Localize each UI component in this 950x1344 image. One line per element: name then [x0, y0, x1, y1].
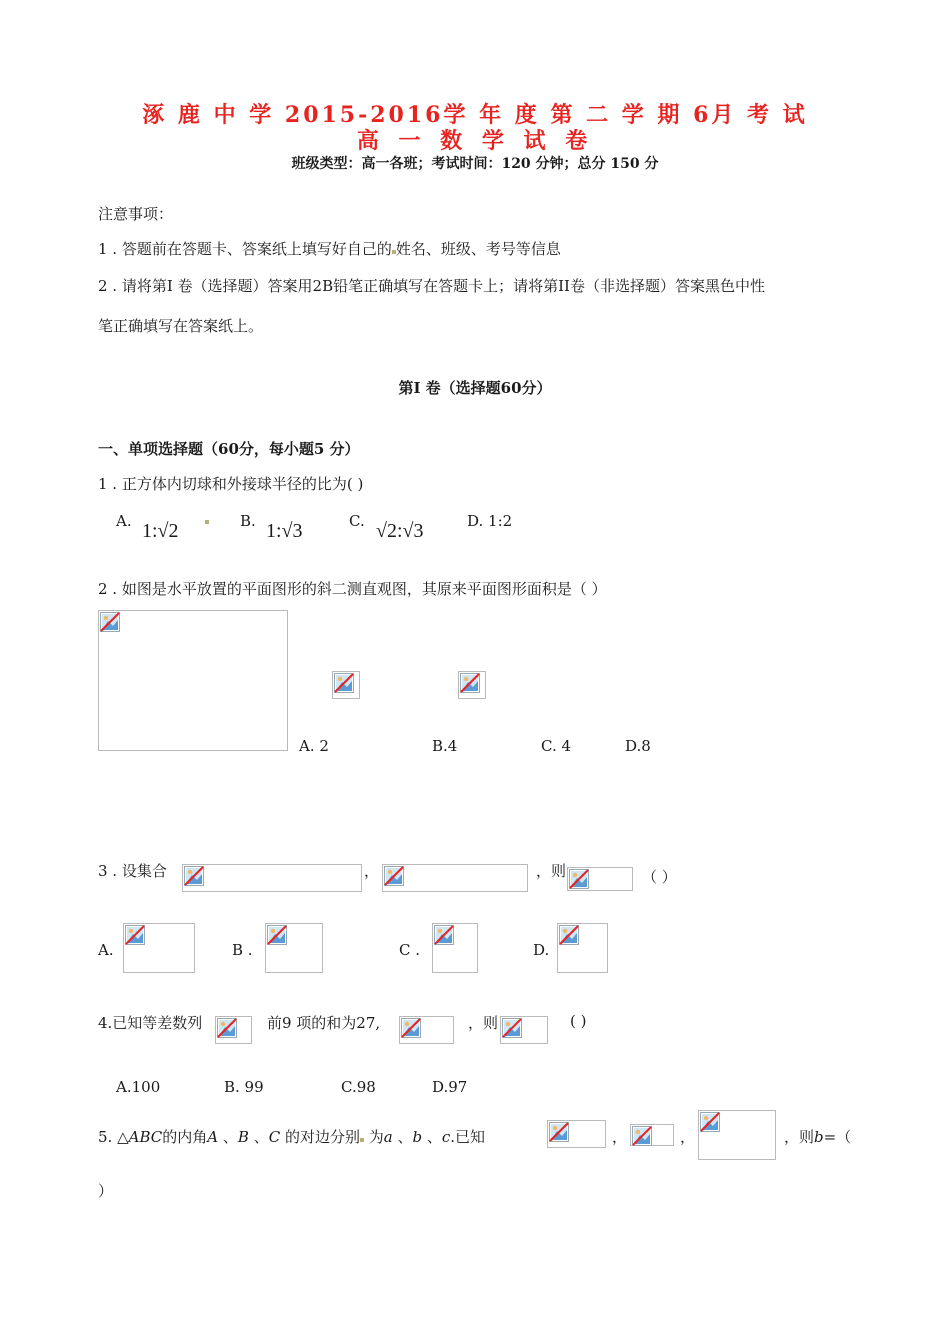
q1-stem: 1 . 正方体内切球和外接球半径的比为( ) — [98, 475, 364, 493]
q2-inline-image — [332, 671, 360, 699]
broken-image-icon — [184, 866, 204, 886]
q5-sep: 、 — [422, 1128, 442, 1146]
q3-answer-paren: （ ） — [642, 868, 677, 886]
q5-side-b: b — [814, 1128, 824, 1146]
notes-item-1-text: 1 . 答题前在答题卡、答案纸上填写好自己的 — [98, 240, 392, 258]
q1-option-c-label: C. — [349, 512, 365, 530]
q3-set-b-image — [382, 864, 528, 892]
exam-title-line2: 高 一 数 学 试 卷 — [356, 128, 594, 154]
q2-option-a: A. 2 — [299, 737, 329, 755]
q5-angle-a: A — [207, 1128, 219, 1146]
broken-image-icon — [700, 1112, 720, 1132]
q3-option-d-image — [557, 923, 608, 973]
broken-image-icon — [502, 1018, 522, 1038]
q5-angle-b: B — [237, 1128, 249, 1146]
q5-sep: 、 — [392, 1128, 413, 1146]
q5-sep: 、 — [248, 1128, 269, 1146]
q5-stem — [98, 1126, 485, 1147]
q2-inline-image — [458, 671, 486, 699]
q4-option-a: A.100 — [116, 1078, 161, 1096]
q5-sep: 、 — [218, 1128, 238, 1146]
q5-comma: ， — [612, 1128, 628, 1146]
q3-option-d-label: D. — [533, 941, 550, 959]
q5-tail — [784, 1126, 851, 1147]
broken-image-icon — [569, 869, 589, 889]
q5-comma: ， — [680, 1128, 696, 1146]
broken-image-icon — [559, 925, 579, 945]
q4-answer-paren: ( ) — [570, 1012, 587, 1030]
notes-heading: 注意事项： — [98, 205, 174, 223]
q3-option-c-label: C . — [399, 941, 421, 959]
q2-option-b: B.4 — [432, 737, 458, 755]
broken-image-icon — [267, 925, 287, 945]
q3-option-b-image — [265, 923, 323, 973]
q5-text: 的内角 — [162, 1128, 208, 1146]
notes-item-2-line1: 2 . 请将第I 卷（选择题）答案用2B铅笔正确填写在答题卡上；请将第II卷（非选择题）答案黑色中性 — [98, 277, 765, 295]
broken-image-icon — [217, 1018, 237, 1038]
broken-image-icon — [334, 673, 354, 693]
q5-condition-image-2 — [630, 1124, 674, 1146]
q5-condition-image-3 — [698, 1110, 776, 1160]
q2-stem: 2 . 如图是水平放置的平面图形的斜二测直观图，其原来平面图形面积是（ ） — [98, 580, 607, 598]
q1-option-b-math: 1:√3 — [266, 520, 303, 542]
q4-stem: 4.已知等差数列 — [98, 1014, 203, 1032]
q5-number: 5. △ — [98, 1128, 129, 1146]
q3-comma: ， — [364, 862, 380, 880]
notes-item-1 — [98, 238, 561, 259]
q3-stem: 3 . 设集合 — [98, 862, 167, 880]
q4-mid-text: 前9 项的和为27, — [267, 1014, 381, 1032]
broken-image-icon — [632, 1126, 652, 1146]
part1-heading: 第I 卷（选择题60分） — [398, 379, 552, 397]
notes-item-2-line2: 笔正确填写在答案纸上。 — [98, 317, 264, 335]
q4-option-b: B. 99 — [224, 1078, 264, 1096]
section-heading: 一、单项选择题（60分，每小题5 分） — [98, 440, 360, 458]
q3-option-b-label: B . — [232, 941, 253, 959]
exam-title-line1: 涿 鹿 中 学 2015-2016学 年 度 第 二 学 期 6月 考 试 — [142, 102, 808, 128]
q3-set-a-image — [182, 864, 362, 892]
q5-equals: =（ — [823, 1128, 852, 1146]
q4-condition-image — [399, 1016, 454, 1044]
q2-option-d: D.8 — [625, 737, 651, 755]
broken-image-icon — [384, 866, 404, 886]
q4-expression-image — [500, 1016, 548, 1044]
broken-image-icon — [549, 1122, 569, 1142]
q5-text: .已知 — [450, 1128, 486, 1146]
q4-option-c: C.98 — [341, 1078, 376, 1096]
q1-option-a-math: 1:√2 — [142, 520, 179, 542]
q5-angle-c: C — [268, 1128, 281, 1146]
q5-side-b: b — [412, 1128, 423, 1146]
q1-option-c-math: √2:√3 — [376, 520, 424, 542]
q1-option-d: D. 1:2 — [467, 512, 513, 530]
q4-then: ，则 — [468, 1014, 499, 1032]
broken-image-icon — [434, 925, 454, 945]
q3-expression-image — [567, 867, 633, 891]
broken-image-icon — [401, 1018, 421, 1038]
q4-option-d: D.97 — [432, 1078, 468, 1096]
q5-then: ，则 — [784, 1128, 815, 1146]
broken-image-icon — [100, 612, 120, 632]
q5-triangle-name: ABC — [128, 1128, 163, 1146]
broken-image-icon — [125, 925, 145, 945]
q5-close-paren: ） — [98, 1182, 114, 1200]
q3-option-c-image — [432, 923, 478, 973]
q3-option-a-label: A. — [98, 941, 114, 959]
q3-then: ，则 — [536, 862, 567, 880]
q1-option-a-label: A. — [116, 512, 132, 530]
q3-option-a-image — [123, 923, 195, 973]
marker-dot — [205, 520, 209, 524]
q5-side-c: c — [441, 1128, 451, 1146]
q1-option-b-label: B. — [240, 512, 256, 530]
q2-figure-image — [98, 610, 288, 751]
q4-sequence-image — [215, 1016, 252, 1044]
q5-text: 为 — [363, 1128, 384, 1146]
q2-option-c: C. 4 — [541, 737, 572, 755]
q5-condition-image-1 — [547, 1120, 606, 1148]
q5-side-a: a — [383, 1128, 393, 1146]
notes-item-1-tail: 姓名、班级、考号等信息 — [395, 240, 561, 258]
broken-image-icon — [460, 673, 480, 693]
exam-subtitle: 班级类型：高一各班；考试时间：120 分钟；总分 150 分 — [291, 156, 659, 172]
q5-text: 的对边分别 — [280, 1128, 360, 1146]
